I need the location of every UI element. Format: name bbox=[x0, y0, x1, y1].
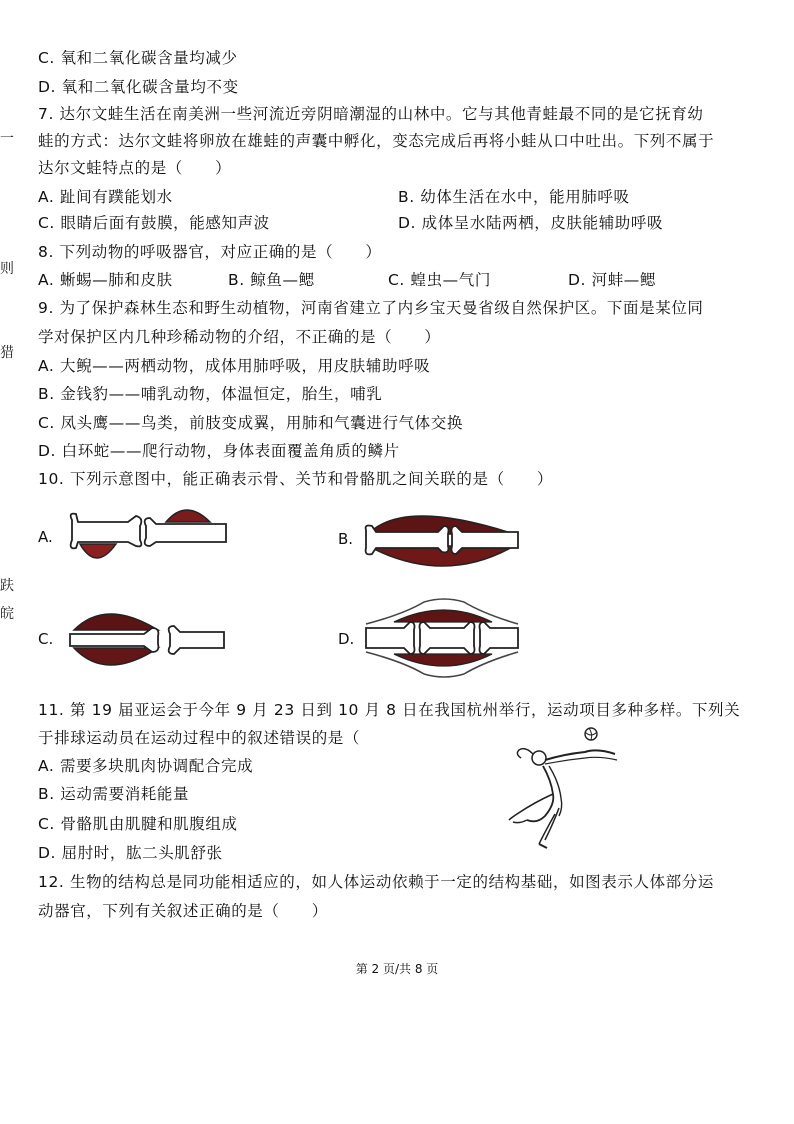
figure-label-d: D. bbox=[338, 630, 355, 648]
option-line: D. 屈肘时，肱二头肌舒张 bbox=[38, 844, 223, 862]
figure-label-c: C. bbox=[38, 630, 54, 648]
bone-muscle-diagram-b bbox=[364, 502, 520, 578]
option-line: C. 蝗虫—气门 bbox=[388, 271, 491, 289]
bone-muscle-diagram-a bbox=[66, 502, 236, 574]
margin-mark: 皖 bbox=[0, 606, 14, 622]
question-line: 8. 下列动物的呼吸器官，对应正确的是（ ） bbox=[38, 243, 382, 261]
margin-mark: 一 bbox=[0, 131, 14, 147]
option-line: B. 运动需要消耗能量 bbox=[38, 785, 190, 803]
bone-muscle-diagram-d bbox=[364, 596, 520, 680]
option-line: D. 氧和二氧化碳含量均不变 bbox=[38, 78, 239, 96]
bone-muscle-diagram-c bbox=[66, 602, 226, 678]
option-line: B. 鲸鱼—鳃 bbox=[228, 271, 315, 289]
option-line: A. 趾间有蹼能划水 bbox=[38, 188, 173, 206]
margin-mark: 则 bbox=[0, 261, 14, 277]
option-line: A. 蜥蜴—肺和皮肤 bbox=[38, 271, 173, 289]
question-line: 10. 下列示意图中，能正确表示骨、关节和骨骼肌之间关联的是（ ） bbox=[38, 470, 553, 488]
figure-label-b: B. bbox=[338, 530, 354, 548]
option-line: C. 凤头鹰——鸟类，前肢变成翼，用肺和气囊进行气体交换 bbox=[38, 414, 463, 432]
volleyball-player-illustration bbox=[505, 724, 627, 850]
question-line: 7. 达尔文蛙生活在南美洲一些河流近旁阴暗潮湿的山林中。它与其他青蛙最不同的是它抚育幼 bbox=[38, 105, 704, 123]
option-line: B. 幼体生活在水中，能用肺呼吸 bbox=[398, 188, 630, 206]
option-line: C. 眼睛后面有鼓膜，能感知声波 bbox=[38, 214, 270, 232]
option-line: C. 骨骼肌由肌腱和肌腹组成 bbox=[38, 815, 238, 833]
page-number: 第 2 页/共 8 页 bbox=[355, 962, 439, 976]
question-line: 达尔文蛙特点的是（ ） bbox=[38, 159, 232, 177]
option-line: A. 大鲵——两栖动物，成体用肺呼吸，用皮肤辅助呼吸 bbox=[38, 357, 431, 375]
option-line: C. 氧和二氧化碳含量均减少 bbox=[38, 49, 238, 67]
option-line: A. 需要多块肌肉协调配合完成 bbox=[38, 757, 254, 775]
option-line: D. 白环蛇——爬行动物，身体表面覆盖角质的鳞片 bbox=[38, 442, 400, 460]
question-line: 11. 第 19 届亚运会于今年 9 月 23 日到 10 月 8 日在我国杭州举行，运动项目多种多样。下列关 bbox=[38, 701, 741, 719]
option-line: D. 河蚌—鳃 bbox=[568, 271, 656, 289]
margin-mark: 猎 bbox=[0, 345, 14, 361]
margin-mark: 趺 bbox=[0, 578, 14, 594]
question-line: 于排球运动员在运动过程中的叙述错误的是（ bbox=[38, 729, 361, 747]
question-line: 12. 生物的结构总是同功能相适应的，如人体运动依赖于一定的结构基础，如图表示人体部分运 bbox=[38, 873, 714, 891]
option-line: D. 成体呈水陆两栖，皮肤能辅助呼吸 bbox=[398, 214, 664, 232]
question-line: 动器官，下列有关叙述正确的是（ ） bbox=[38, 902, 328, 920]
option-line: B. 金钱豹——哺乳动物，体温恒定，胎生，哺乳 bbox=[38, 385, 383, 403]
figure-label-a: A. bbox=[38, 528, 53, 546]
question-line: 蛙的方式：达尔文蛙将卵放在雄蛙的声囊中孵化，变态完成后再将小蛙从口中吐出。下列不属于 bbox=[38, 132, 715, 150]
question-line: 学对保护区内几种珍稀动物的介绍，不正确的是（ ） bbox=[38, 328, 441, 346]
question-line: 9. 为了保护森林生态和野生动植物，河南省建立了内乡宝天曼省级自然保护区。下面是某位同 bbox=[38, 299, 704, 317]
